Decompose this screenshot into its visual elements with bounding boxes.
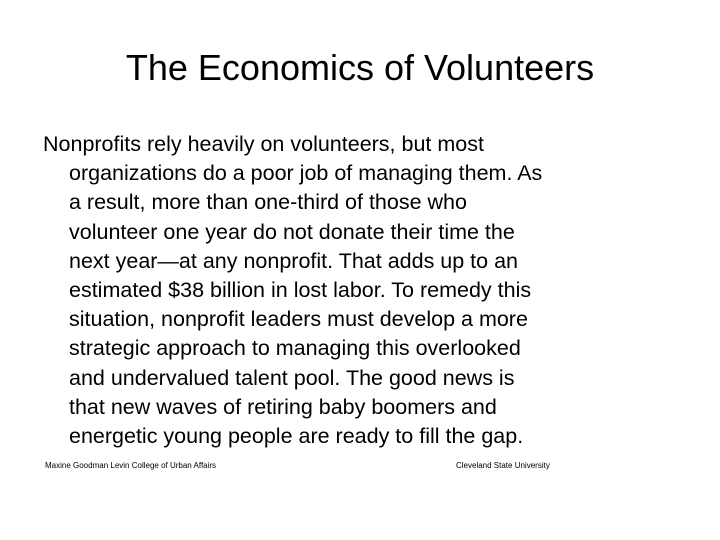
footer-college-name: Maxine Goodman Levin College of Urban Affairs (45, 461, 217, 470)
body-line: estimated $38 billion in lost labor. To remedy this (69, 278, 532, 303)
body-line: and undervalued talent pool. The good news is (69, 365, 515, 390)
body-line: next year—at any nonprofit. That adds up to an (69, 248, 519, 273)
slide-title: The Economics of Volunteers (125, 47, 595, 88)
body-line: situation, nonprofit leaders must develop a more (69, 307, 528, 332)
footer-university-name: Cleveland State University (456, 461, 550, 470)
body-paragraph (43, 130, 720, 451)
body-line: that new waves of retiring baby boomers and (69, 394, 497, 419)
body-line: strategic approach to managing this overlooked (69, 336, 521, 361)
body-line: organizations do a poor job of managing them. As (69, 161, 543, 186)
body-line: volunteer one year do not donate their time the (69, 219, 515, 244)
body-line: energetic young people are ready to fill the gap. (69, 424, 524, 449)
body-line: Nonprofits rely heavily on volunteers, but most (43, 132, 484, 156)
body-line: a result, more than one-third of those who (69, 190, 467, 215)
